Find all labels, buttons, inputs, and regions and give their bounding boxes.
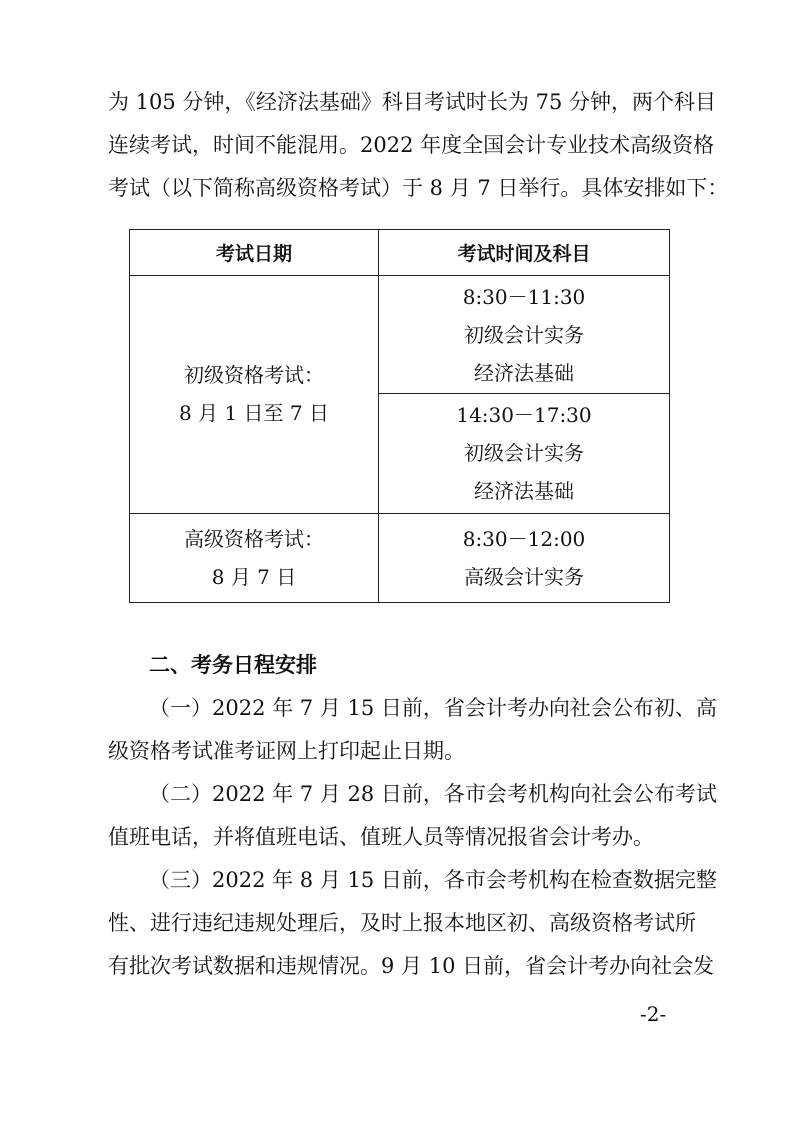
section-heading: 二、考务日程安排 [149,653,317,677]
session-time: 8:30－12:00 [462,526,586,551]
junior-exam-label: 初级资格考试： [184,363,324,388]
table-header-row [130,230,670,276]
junior-morning-session-cell [379,276,670,394]
session-time: 8:30－11:30 [462,284,586,309]
junior-exam-date-cell [130,276,379,514]
item-3-line-3: 有批次考试数据和违规情况。9 月 10 日前，省会计考办向社会发 [108,954,715,978]
session-subject: 高级会计实务 [464,564,584,589]
table-row [130,276,670,394]
session-subject: 初级会计实务 [464,322,584,347]
item-3-line-1: （三）2022 年 8 月 15 日前，各市会考机构在检查数据完整 [149,868,717,892]
senior-session-cell [379,513,670,602]
senior-exam-label: 高级资格考试： [184,526,324,551]
item-1-line-2: 级资格考试准考证网上打印起止日期。 [108,739,465,763]
intro-line-3: 考试（以下简称高级资格考试）于 8 月 7 日举行。具体安排如下： [108,176,729,200]
item-2-line-2: 值班电话，并将值班电话、值班人员等情况报省会计考办。 [108,825,654,849]
item-2-line-1: （二）2022 年 7 月 28 日前，各市会考机构向社会公布考试 [149,782,717,806]
junior-afternoon-session-cell [379,393,670,513]
senior-exam-dates: 8 月 7 日 [211,564,297,589]
senior-exam-date-cell [130,513,379,602]
item-3-line-2: 性、进行违纪违规处理后，及时上报本地区初、高级资格考试所 [108,911,696,935]
session-subject: 初级会计实务 [464,441,584,466]
exam-schedule-table [129,229,670,603]
header-exam-time-subject: 考试时间及科目 [379,230,670,276]
item-1-line-1: （一）2022 年 7 月 15 日前，省会计考办向社会公布初、高 [149,696,717,720]
intro-line-1: 为 105 分钟，《经济法基础》科目考试时长为 75 分钟，两个科目 [108,90,717,114]
session-time: 14:30－17:30 [456,403,592,428]
header-exam-date: 考试日期 [130,230,379,276]
intro-line-2: 连续考试，时间不能混用。2022 年度全国会计专业技术高级资格 [108,133,715,157]
page-number: -2- [640,1002,667,1026]
table-row [130,513,670,602]
session-subject: 经济法基础 [474,479,574,504]
junior-exam-dates: 8 月 1 日至 7 日 [179,401,329,426]
session-subject: 经济法基础 [474,360,574,385]
